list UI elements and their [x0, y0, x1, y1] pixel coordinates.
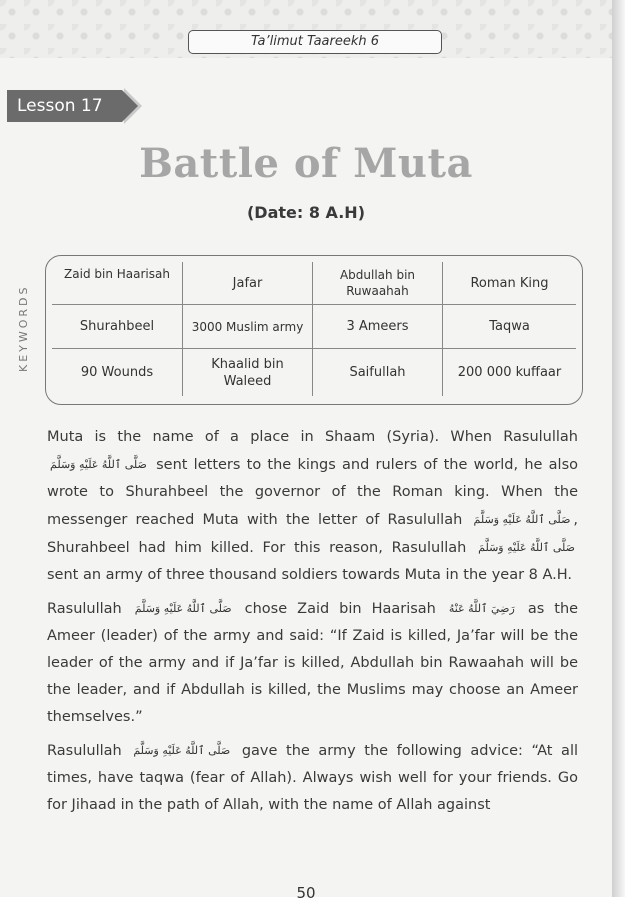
text-span: sent an army of three thousand soldiers towards Muta in the year 8 A.H. — [47, 567, 573, 583]
text-span: chose Zaid bin Haarisah — [244, 601, 436, 617]
keyword-cell: Abdullah bin Ruwaahah — [313, 262, 443, 305]
paragraph-1 — [47, 424, 578, 589]
text-span: gave the army the following advice: “At all times, have taqwa (fear of Allah). Always wish well for your friends. Go for Jihaad in the path of Allah, with the name of Allah against — [47, 743, 579, 813]
salutation-calligraphy: صَلَّى ٱللَّهُ عَلَيْهِ وَسَلَّمَ — [50, 458, 147, 471]
lesson-date: (Date: 8 A.H) — [246, 203, 366, 222]
keyword-cell: 3 Ameers — [313, 305, 443, 349]
lesson-tag: Lesson 17 — [7, 90, 122, 122]
text-span: sent letters to the kings and rulers of the world, he also wrote to Shurahbeel the governor of the Roman king. When the messenger reached Muta with the letter of Rasulullah — [47, 457, 578, 528]
keyword-cell: 90 Wounds — [52, 349, 183, 396]
lesson-title: Battle of Muta — [139, 140, 473, 187]
salutation-calligraphy: صَلَّى ٱللَّهُ عَلَيْهِ وَسَلَّمَ — [473, 513, 571, 526]
lesson-tag-arrow — [122, 90, 138, 122]
lesson-body — [47, 424, 578, 825]
text-span: Rasulullah — [47, 601, 122, 617]
paragraph-2 — [47, 595, 578, 731]
keyword-cell: Jafar — [183, 262, 313, 305]
companion-salutation-calligraphy: رَضِيَ ٱللَّهُ عَنْهُ — [448, 602, 515, 615]
keyword-cell: Zaid bin Haarisah — [52, 262, 183, 305]
keywords-label: KEYWORDS — [17, 284, 30, 372]
text-span: Rasulullah — [47, 743, 122, 759]
keyword-cell: Khaalid bin Waleed — [183, 349, 313, 396]
salutation-calligraphy: صَلَّى ٱللَّهُ عَلَيْهِ وَسَلَّمَ — [133, 744, 231, 757]
salutation-calligraphy: صَلَّى ٱللَّهُ عَلَيْهِ وَسَلَّمَ — [478, 541, 576, 554]
page-number: 50 — [296, 884, 316, 902]
text-span: Muta is the name of a place in Shaam (Syria). When Rasulullah — [47, 429, 578, 445]
keyword-cell: Taqwa — [443, 305, 576, 349]
book-title: Ta’limut Taareekh 6 — [188, 30, 442, 54]
keyword-cell: 200 000 kuffaar — [457, 365, 562, 380]
keywords-table — [52, 262, 576, 396]
keyword-cell: Saifullah — [313, 349, 443, 396]
paragraph-3 — [47, 737, 578, 819]
keyword-cell: 3000 Muslim army — [183, 305, 313, 349]
page-edge-shadow — [612, 0, 625, 897]
text-span: as the Ameer (leader) of the army and said: “If Zaid is killed, Ja’far will be the leader of the army and if Ja’far is killed, Abdullah bin Rawaahah will be the leader, and if Abdullah is killed, the Muslims may choose an Ameer themselves.” — [47, 601, 579, 725]
keyword-cell: Shurahbeel — [52, 305, 183, 349]
text-span: , Shurahbeel had him killed. For this reason, Rasulullah — [47, 512, 579, 556]
salutation-calligraphy: صَلَّى ٱللَّهُ عَلَيْهِ وَسَلَّمَ — [134, 602, 232, 615]
keyword-cell: Roman King — [443, 262, 576, 305]
